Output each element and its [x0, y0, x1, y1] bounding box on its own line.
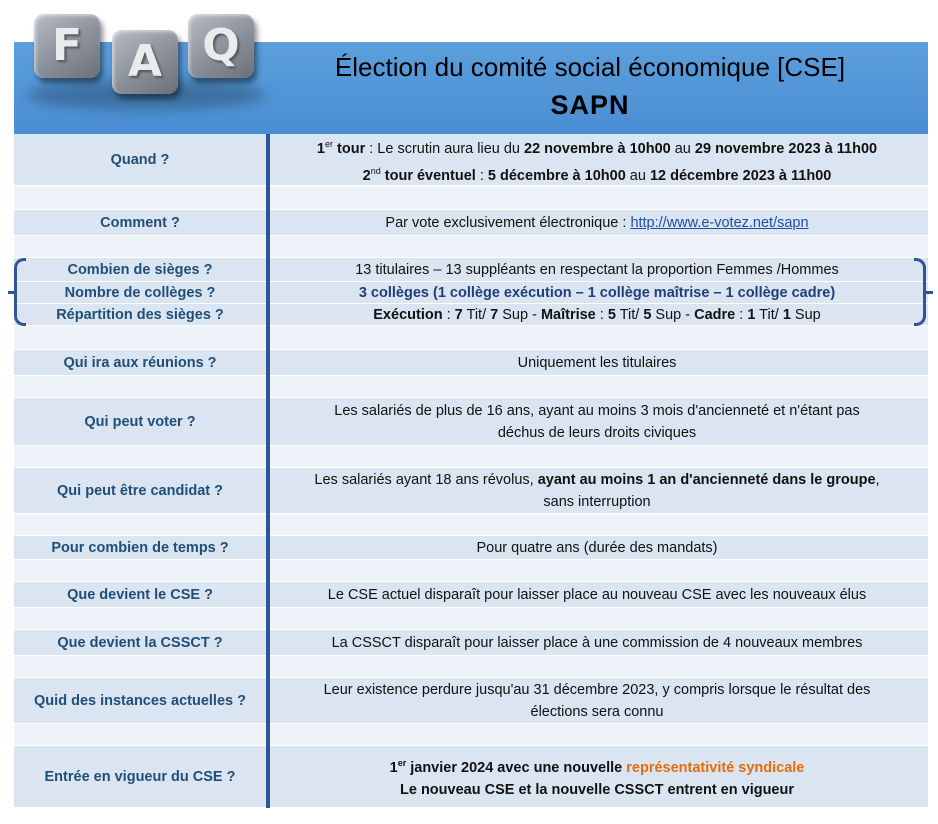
faq-row-candidat: [14, 468, 928, 514]
faq-row-cssct: [14, 630, 928, 656]
answer-vigueur: 1er janvier 2024 avec une nouvelle représentativité syndicale Le nouveau CSE et la nouvelle CSSCT entrent en vigueur: [389, 758, 805, 798]
question-cse: Que devient le CSE ?: [67, 586, 213, 603]
question-repartition: Répartition des sièges ?: [56, 306, 224, 323]
faq-row-instances: [14, 678, 928, 724]
question-instances: Quid des instances actuelles ?: [34, 692, 246, 709]
question-quand: Quand ?: [110, 151, 170, 168]
left-bracket-tick: [8, 291, 15, 294]
answer-voter: Les salariés de plus de 16 ans, ayant au moins 3 mois d'ancienneté et n'étant pas déchus de leurs droits civiques: [334, 402, 860, 441]
question-vigueur: Entrée en vigueur du CSE ?: [44, 768, 236, 785]
page-subtitle: SAPN: [550, 90, 630, 120]
answer-colleges: 3 collèges (1 collège exécution – 1 collège maîtrise – 1 collège cadre): [358, 284, 836, 301]
vote-link[interactable]: http://www.e-votez.net/sapn: [630, 214, 809, 231]
question-sieges: Combien de sièges ?: [67, 261, 213, 278]
question-comment: Comment ?: [100, 214, 180, 231]
spacer-row: [14, 724, 928, 746]
faq-row-comment: [14, 210, 928, 236]
faq-row-colleges: [14, 282, 928, 304]
left-bracket: [14, 258, 26, 326]
answer-tour1: 1er tour : Le scrutin aura lieu du 22 novembre à 10h00 au 29 novembre 2023 à 11h00: [316, 138, 878, 157]
question-reunions: Qui ira aux réunions ?: [63, 354, 217, 371]
answer-instances: Leur existence perdure jusqu'au 31 décembre 2023, y compris lorsque le résultat des élections sera connu: [323, 681, 871, 720]
answer-cse: Le CSE actuel disparaît pour laisser place au nouveau CSE avec les nouveaux élus: [327, 586, 867, 603]
answer-quand: [266, 134, 928, 185]
spacer-row: [14, 186, 928, 210]
faq-row-sieges: [14, 258, 928, 282]
question-voter: Qui peut voter ?: [84, 413, 196, 430]
spacer-row: [14, 656, 928, 678]
column-divider: [266, 134, 270, 808]
spacer-row: [14, 560, 928, 582]
faq-row-voter: [14, 398, 928, 446]
question-candidat: Qui peut être candidat ?: [57, 482, 223, 499]
faq-row-quand: [14, 134, 928, 186]
spacer-row: [14, 608, 928, 630]
faq-logo-cube-q: Q: [188, 14, 254, 78]
answer-cssct: La CSSCT disparaît pour laisser place à une commission de 4 nouveaux membres: [331, 634, 863, 651]
faq-logo-cube-f: F: [34, 14, 100, 78]
answer-repartition: Exécution : 7 Tit/ 7 Sup - Maîtrise : 5 Tit/ 5 Sup - Cadre : 1 Tit/ 1 Sup: [373, 306, 821, 323]
answer-sieges: 13 titulaires – 13 suppléants en respectant la proportion Femmes /Hommes: [355, 261, 839, 278]
faq-row-repartition: [14, 304, 928, 326]
page-title: Élection du comité social économique [CSE]: [334, 52, 846, 82]
right-bracket: [914, 258, 926, 326]
spacer-row: [14, 236, 928, 258]
spacer-row: [14, 376, 928, 398]
faq-row-reunions: [14, 350, 928, 376]
spacer-row: [14, 326, 928, 350]
spacer-row: [14, 514, 928, 536]
answer-reunions: Uniquement les titulaires: [517, 354, 677, 371]
question-cssct: Que devient la CSSCT ?: [57, 634, 223, 651]
faq-row-cse: [14, 582, 928, 608]
faq-row-vigueur: [14, 746, 928, 808]
answer-tour2: 2nd tour éventuel : 5 décembre à 10h00 au 12 décembre 2023 à 11h00: [362, 165, 832, 184]
faq-row-temps: [14, 536, 928, 560]
answer-candidat: Les salariés ayant 18 ans révolus, ayant au moins 1 an d'ancienneté dans le groupe, sans interruption: [314, 471, 880, 510]
question-temps: Pour combien de temps ?: [51, 539, 229, 556]
faq-logo-cube-a: A: [112, 30, 178, 94]
question-colleges: Nombre de collèges ?: [64, 284, 216, 301]
answer-comment: Par vote exclusivement électronique : http://www.e-votez.net/sapn: [385, 214, 809, 231]
answer-temps: Pour quatre ans (durée des mandats): [476, 539, 718, 556]
spacer-row: [14, 446, 928, 468]
right-bracket-tick: [926, 291, 933, 294]
